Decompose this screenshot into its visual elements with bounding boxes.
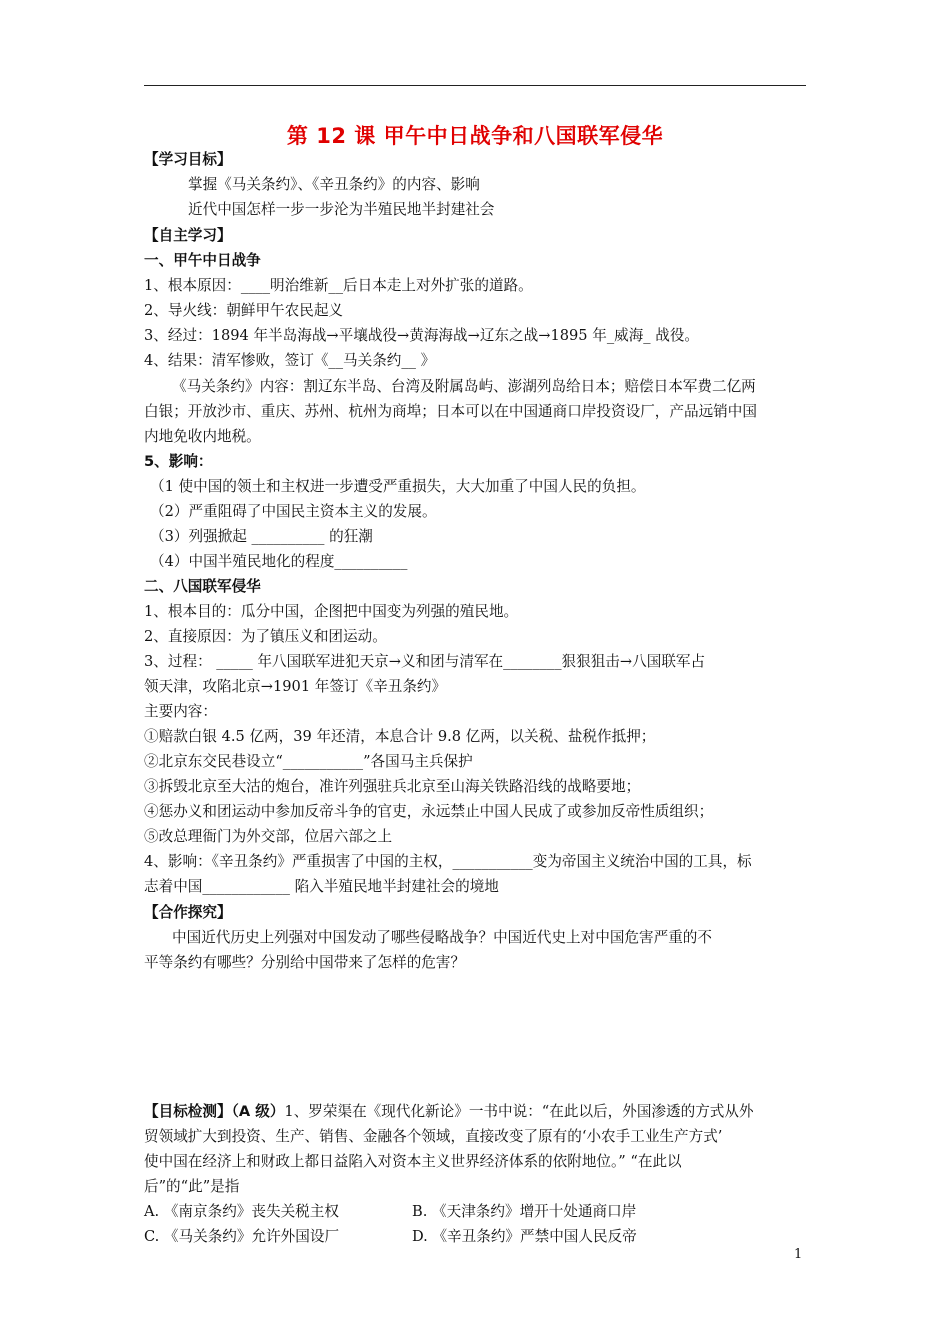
section-1-heading: 一、甲午中日战争 — [144, 252, 261, 269]
sec1-process: 3、经过：1894 年半岛海战→平壤战役→黄海海战→辽东之战→1895 年_威海_ 战役。 — [144, 327, 700, 344]
learning-goal-item: 掌握《马关条约》、《辛丑条约》的内容、影响 — [188, 176, 480, 193]
impact-item: （3）列强掀起 __________ 的狂潮 — [150, 528, 373, 545]
sec1-result: 4、结果：清军惨败，签订《__马关条约__ 》 — [144, 352, 436, 369]
option-c: C. 《马关条约》允许外国设厂 — [144, 1228, 340, 1245]
header-rule — [144, 85, 806, 86]
cooperation-heading: 【合作探究】 — [144, 904, 232, 921]
sec1-root-cause: 1、根本原因：____明治维新__后日本走上对外扩张的道路。 — [144, 277, 533, 294]
test-question-line: 贸领域扩大到投资、生产、销售、金融各个领域，直接改变了原有的‘小农手工业生产方式’ — [144, 1128, 723, 1145]
sec2-process-line: 领天津，攻陷北京→1901 年签订《辛丑条约》 — [144, 678, 447, 695]
main-content-item: ②北京东交民巷设立“___________”各国马主兵保护 — [144, 753, 473, 770]
sec2-purpose: 1、根本目的：瓜分中国，企图把中国变为列强的殖民地。 — [144, 603, 519, 620]
main-content-item: ④惩办义和团运动中参加反帝斗争的官吏，永远禁止中国人民成了或参加反帝性质组织； — [144, 803, 714, 820]
test-question-line: 使中国在经济上和财政上都日益陷入对资本主义世界经济体系的依附地位。” “在此以 — [144, 1153, 682, 1170]
page-title: 第 12 课 甲午中日战争和八国联军侵华 — [286, 124, 664, 148]
main-content-item: ③拆毁北京至大沽的炮台，准许列强驻兵北京至山海关铁路沿线的战略要地； — [144, 778, 641, 795]
learning-goals-heading: 【学习目标】 — [144, 151, 232, 168]
impact-item: （4）中国半殖民地化的程度__________ — [150, 553, 408, 570]
self-study-heading: 【自主学习】 — [144, 227, 232, 244]
sec1-trigger: 2、导火线：朝鲜甲午农民起义 — [144, 302, 344, 319]
main-content-item: ⑤改总理衙门为外交部，位居六部之上 — [144, 828, 393, 845]
cooperation-question: 平等条约有哪些？分别给中国带来了怎样的危害？ — [144, 954, 466, 971]
page-number: 1 — [794, 1247, 803, 1262]
main-content-label: 主要内容： — [144, 703, 217, 720]
option-d: D. 《辛丑条约》严禁中国人民反帝 — [412, 1228, 637, 1245]
sec2-impact-line: 4、影响：《辛丑条约》严重损害了中国的主权，___________变为帝国主义统治中国的工具，标 — [144, 853, 752, 870]
impact-item: （1 使中国的领土和主权进一步遭受严重损失，大大加重了中国人民的负担。 — [150, 478, 646, 495]
cooperation-question: 中国近代历史上列强对中国发动了哪些侵略战争？中国近代史上对中国危害严重的不 — [172, 929, 712, 946]
sec2-process-line: 3、过程： _____ 年八国联军进犯天京→义和团与清军在________狠狠狙击→八国联军占 — [144, 653, 706, 670]
treaty-content-line: 内地免收内地税。 — [144, 428, 261, 445]
test-question-line: 后”的“此”是指 — [144, 1178, 240, 1195]
test-heading: 【目标检测】（A 级） — [144, 1103, 285, 1120]
treaty-content-line: 白银；开放沙市、重庆、苏州、杭州为商埠；日本可以在中国通商口岸投资设厂，产品远销中国 — [144, 403, 757, 420]
learning-goal-item: 近代中国怎样一步一步沦为半殖民地半封建社会 — [188, 201, 495, 218]
option-b: B. 《天津条约》增开十处通商口岸 — [412, 1203, 637, 1220]
sec2-direct-cause: 2、直接原因：为了镇压义和团运动。 — [144, 628, 387, 645]
treaty-content-line: 《马关条约》内容：割辽东半岛、台湾及附属岛屿、澎湖列岛给日本；赔偿日本军费二亿两 — [172, 378, 756, 395]
option-a: A. 《南京条约》丧失关税主权 — [144, 1203, 339, 1220]
impact-heading: 5、影响： — [144, 453, 213, 470]
test-question-line-1 — [144, 1100, 806, 1124]
main-content-item: ①赔款白银 4.5 亿两，39 年还清，本息合计 9.8 亿两，以关税、盐税作抵押； — [144, 728, 656, 745]
test-question-text: 1、罗荣渠在《现代化新论》一书中说：“在此以后，外国渗透的方式从外 — [284, 1103, 754, 1120]
section-2-heading: 二、八国联军侵华 — [144, 578, 261, 595]
impact-item: （2）严重阻碍了中国民主资本主义的发展。 — [150, 503, 437, 520]
sec2-impact-line: 志着中国____________ 陷入半殖民地半封建社会的境地 — [144, 878, 499, 895]
